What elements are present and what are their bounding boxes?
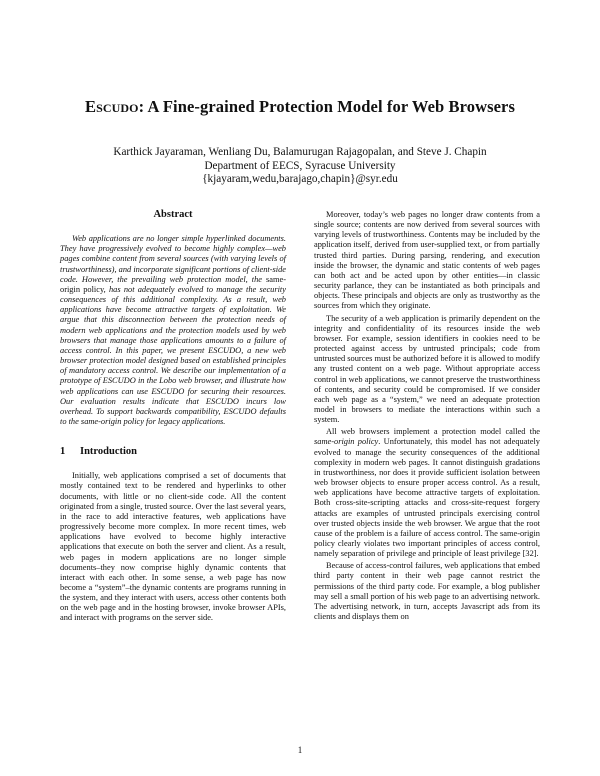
abstract-heading: Abstract [153, 209, 193, 220]
p3-part-a: All web browsers implement a protection model called the [326, 427, 540, 437]
author-emails: {kjayaram,wedu,barajago,chapin}@syr.edu [202, 173, 398, 186]
left-column [60, 210, 286, 624]
p3-emphasis: same-origin policy [314, 437, 379, 447]
author-names: Karthick Jayaraman, Wenliang Du, Balamurugan Rajagopalan, and Steve J. Chapin [113, 146, 487, 158]
paper-title [0, 97, 600, 117]
p3-part-b: . Unfortunately, this model has not adequately evolved to manage the security consequences of the additional complexity in modern web pages. It cannot distinguish gradations in trustworthiness, nor does it provide sufficient isolation between web browser objects to ensure proper access control. As a result, web applications have become attractive targets of exploitation. Both cross-site-scripting attacks and cross-site-request forgery attacks are examples of untrusted principals exercising control over trusted objects inside the web browser. We argue that the root cause of the problem is a failure of access control. The same-origin policy clearly violates two important principles of access control, namely separation of privilege and principle of least privilege [32]. [314, 437, 540, 559]
abstract-upright: same-origin policy, [60, 274, 286, 294]
section-title: Introduction [80, 446, 137, 458]
title-escudo: Escudo [85, 97, 139, 116]
right-paragraph-3 [314, 427, 540, 559]
right-column [314, 210, 540, 622]
abstract-text [60, 234, 286, 427]
right-paragraph-4: Because of access-control failures, web applications that embed third party content in their web page cannot restrict the permissions of the third party code. For example, a blog publisher may sell a small portion of his web page to an advertising network. The advertising network, in turn, accepts Javascript ads from its clients and displays them on [314, 561, 540, 622]
intro-paragraph-1: Initially, web applications comprised a set of documents that mostly contained text to be rendered and hyperlinks to other documents, with little or no client-side code. All the content originated from a single, trusted source. Over the last several years, in the race to add interactive features, web applications have progressively become more complex. In more recent times, web applications have evolved to become highly interactive applications that execute on both the server and client. As a result, web pages in modern applications are no longer simple documents–they now comprise highly dynamic contents that interact with each other. In some sense, a web page has now become a “system”–the dynamic contents are programs running in the system, and they interact with users, access other contents both on the web page and in the hosting browser, invoke browser APIs, and interact with programs on the server side. [60, 471, 286, 623]
right-paragraph-1: Moreover, today’s web pages no longer draw contents from a single source; contents are now derived from several sources with varying levels of trustworthiness. Contents may be included by the application itself, derived from user-supplied text, or from partially trusted third parties. During parsing, rendering, and execution inside the browser, the dynamic and static contents of web pages can both act and be acted upon by other entities—in classic security parlance, they can be instantiated as both principals and objects. These principals and objects are only as trustworthy as the sources from which they originate. [314, 210, 540, 311]
title-rest: : A Fine-grained Protection Model for Web Browsers [138, 97, 515, 116]
abstract-part-2: has not adequately evolved to manage the security consequences of this additional complexity. As a result, web applications have become attractive targets of exploitation. We argue that this disconnection between the protection needs of modern web applications and the protection models used by web browsers that manage those applications amounts to a failure of access control. In this paper, we present ESCUDO, a new web browser protection model designed based on established principles of mandatory access control. We describe our implementation of a prototype of ESCUDO in the Lobo web browser, and illustrate how web applications can use ESCUDO for securing their resources. Our evaluation results indicate that ESCUDO incurs low overhead. To support backwards compatibility, ESCUDO defaults to the same-origin policy for legacy applications. [60, 284, 286, 426]
author-block [0, 146, 600, 187]
author-affiliation: Department of EECS, Syracuse University [204, 159, 396, 172]
page-number: 1 [297, 745, 303, 755]
abstract-part-1: Web applications are no longer simple hyperlinked documents. They have progressively evolved to become highly complex—web pages combine content from several sources (with varying levels of trustworthiness), and incorporate significant portions of client-side code. However, the prevailing web protection model, the [60, 234, 286, 284]
section-heading-introduction [60, 447, 286, 457]
right-paragraph-2: The security of a web application is primarily dependent on the integrity and confidentiality of its resources inside the web browser. For example, session identifiers in cookies need to be protected against access by untrusted principals; code from untrusted sources must be authorized before it is allowed to modify any trusted content on a web page. Without appropriate access control in web applications, we cannot preserve the trustworthiness of contents, and security could be compromised. If we consider each web page as a “system,” we need an adequate protection model in browsers to mediate the interactions within such a system. [314, 313, 540, 425]
section-number: 1 [60, 446, 66, 458]
